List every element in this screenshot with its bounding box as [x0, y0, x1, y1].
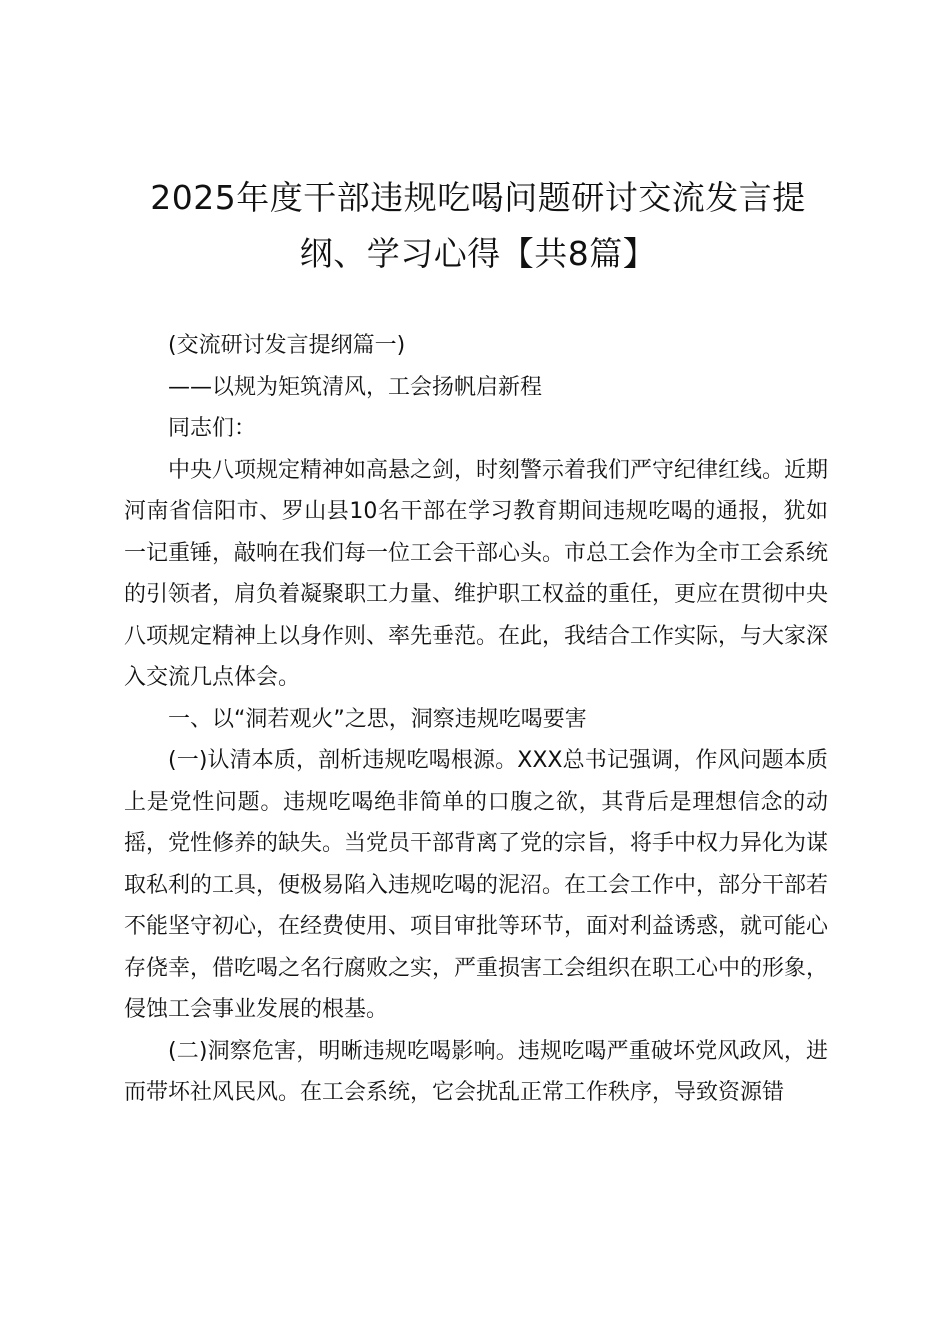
document-title: 2025年度干部违规吃喝问题研讨交流发言提纲、学习心得【共8篇】 [150, 178, 806, 273]
paragraph-point-two: (二)洞察危害，明晰违规吃喝影响。违规吃喝严重破坏党风政风，进而带坏社风民风。在工会系统，它会扰乱正常工作秩序，导致资源错 [124, 1038, 828, 1105]
paragraph-heading-one: 一、以“洞若观火”之思，洞察违规吃喝要害 [168, 706, 587, 732]
document-body [124, 325, 828, 1114]
paragraph-section-label: (交流研讨发言提纲篇一) [168, 333, 406, 358]
paragraph-intro: 中央八项规定精神如高悬之剑，时刻警示着我们严守纪律红线。近期河南省信阳市、罗山县10名干部在学习教育期间违规吃喝的通报，犹如一记重锤，敲响在我们每一位工会干部心头。市总工会作为全市工会系统的引领者，肩负着凝聚职工力量、维护职工权益的重任，更应在贯彻中央八项规定精神上以身作则、率先垂范。在此，我结合工作实际，与大家深入交流几点体会。 [124, 457, 829, 690]
paragraph-point-one: (一)认清本质，剖析违规吃喝根源。XXX总书记强调，作风问题本质上是党性问题。违规吃喝绝非简单的口腹之欲，其背后是理想信念的动摇，党性修养的缺失。当党员干部背离了党的宗旨，将手中权力异化为谋取私利的工具，便极易陷入违规吃喝的泥沼。在工会工作中，部分干部若不能坚守初心，在经费使用、项目审批等环节，面对利益诱惑，就可能心存侥幸，借吃喝之名行腐败之实，严重损害工会组织在职工心中的形象，侵蚀工会事业发展的根基。 [124, 748, 829, 1022]
paragraph-salutation: 同志们： [168, 416, 257, 441]
paragraph-subtitle: ——以规为矩筑清风，工会扬帆启新程 [168, 374, 543, 400]
